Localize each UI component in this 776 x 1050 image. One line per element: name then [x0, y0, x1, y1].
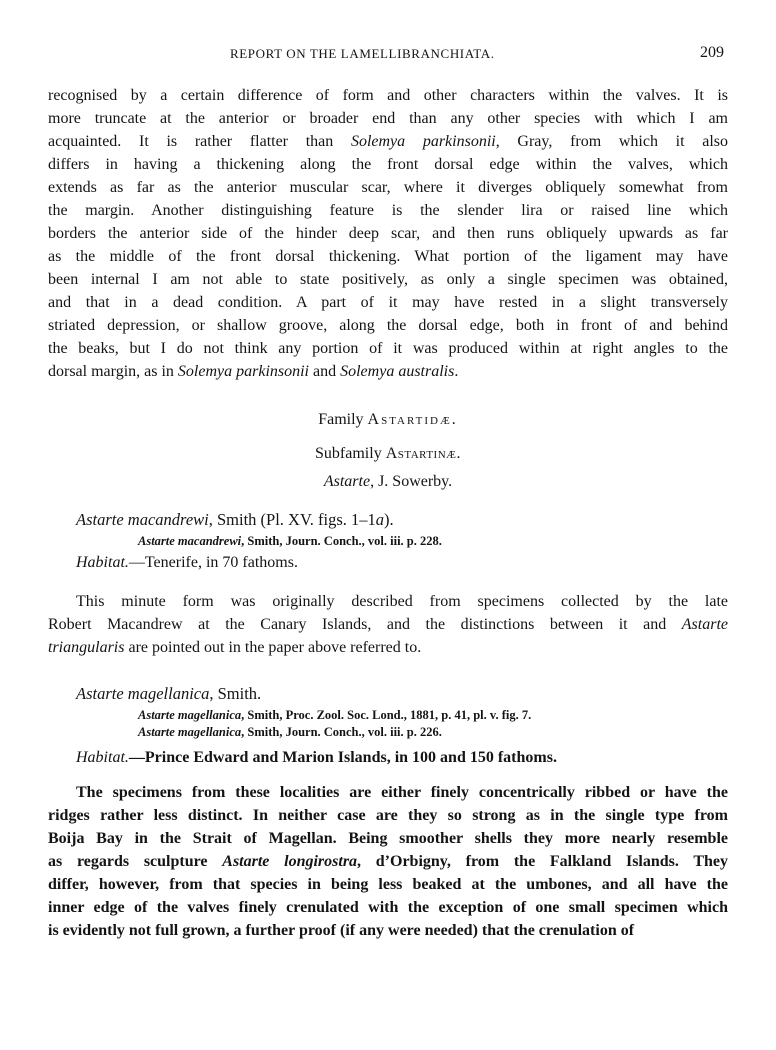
text-segment: .	[454, 363, 459, 380]
text-segment: recognised by a certain difference of form and other characters within the valves. It is	[48, 87, 728, 104]
subfamily-heading	[48, 443, 728, 465]
text-segment: The specimens from these localities are either finely concentrically ribbed or have the	[76, 784, 728, 801]
genus-name: Astarte	[323, 473, 371, 490]
reference-name: Astarte magellanica	[138, 725, 242, 739]
habitat-text: —Tenerife, in 70 fathoms.	[128, 554, 298, 571]
reference-text: , Smith, Journ. Conch., vol. iii. p. 228.	[241, 534, 442, 548]
text-line	[48, 314, 728, 337]
text-line	[48, 919, 728, 942]
species-author: , Smith.	[209, 684, 262, 703]
habitat-text: —Prince Edward and Marion Islands, in 100 and 150 fathoms.	[128, 749, 557, 766]
reference-text: , Smith, Proc. Zool. Soc. Lond., 1881, p. 41, pl. v. fig. 7.	[241, 708, 532, 722]
italic-taxon: Astarte	[681, 616, 728, 633]
text-segment: This minute form was originally described from specimens collected by the late	[76, 593, 728, 610]
italic-taxon: Solemya parkinsonii	[177, 363, 309, 380]
habitat-magellanica	[48, 747, 728, 769]
text-segment: inner edge of the valves finely crenulated with the exception of one small specimen which	[48, 899, 728, 916]
text-line	[48, 199, 728, 222]
text-line	[48, 130, 728, 153]
paragraph-macandrewi	[48, 590, 728, 659]
text-line	[48, 176, 728, 199]
text-line	[48, 827, 728, 850]
synonymy-reference	[48, 533, 728, 550]
italic-taxon: Astarte longirostra	[222, 853, 358, 870]
text-segment: the beaks, but I do not think any portion of it was produced within at right angles to the	[48, 340, 728, 357]
text-line	[48, 222, 728, 245]
habitat-macandrewi	[48, 552, 728, 574]
habitat-label: Habitat.	[76, 749, 129, 766]
paragraph-solemya-description	[48, 84, 728, 383]
text-segment: extends as far as the anterior muscular scar, where it diverges obliquely somewhat from	[48, 179, 728, 196]
italic-taxon: Solemya australis	[340, 363, 455, 380]
habitat-label: Habitat.	[76, 554, 129, 571]
species-name: Astarte magellanica	[76, 684, 210, 703]
text-line	[48, 291, 728, 314]
species-name: Astarte macandrewi	[76, 510, 209, 529]
family-prefix: Family	[318, 411, 368, 428]
text-line	[48, 360, 728, 383]
text-segment: ridges rather less distinct. In neither case are they so strong as in the single type from	[48, 807, 728, 824]
text-segment: is evidently not full grown, a further proof (if any were needed) that the crenulation of	[48, 922, 635, 939]
synonymy-reference	[48, 707, 728, 724]
text-segment: borders the anterior side of the hinder deep scar, and then runs obliquely upwards as far	[48, 225, 728, 242]
text-line	[48, 107, 728, 130]
figure-suffix: a	[375, 510, 385, 529]
italic-taxon: triangularis	[48, 639, 125, 656]
text-line	[48, 245, 728, 268]
text-line	[48, 84, 728, 107]
running-title: REPORT ON THE LAMELLIBRANCHIATA.	[230, 46, 495, 61]
text-segment: as regards sculpture	[48, 853, 223, 870]
text-line	[48, 896, 728, 919]
text-segment: more truncate at the anterior or broader end than any other species with which I am	[48, 110, 728, 127]
text-line	[48, 337, 728, 360]
page-body	[48, 84, 728, 942]
text-line	[48, 850, 728, 873]
running-head	[0, 46, 776, 66]
text-segment: differs in having a thickening along the front dorsal edge within the valves, which	[48, 156, 728, 173]
text-segment: striated depression, or shallow groove, along the dorsal edge, both in front of and behind	[48, 317, 728, 334]
text-line	[48, 804, 728, 827]
species-macandrewi-heading	[48, 509, 728, 531]
text-segment: and that in a dead condition. A part of it may have rested in a slight transversely	[48, 294, 728, 311]
species-close: ).	[384, 510, 394, 529]
family-name: Astartidæ.	[367, 411, 458, 428]
text-segment: the margin. Another distinguishing feature is the slender lira or raised line which	[48, 202, 728, 219]
genus-heading	[48, 471, 728, 493]
subfamily-prefix: Subfamily	[315, 445, 386, 462]
reference-name: Astarte macandrewi	[138, 534, 242, 548]
text-line	[48, 153, 728, 176]
text-segment: are pointed out in the paper above referred to.	[124, 639, 422, 656]
text-segment: , d’Orbigny, from the Falkland Islands. They	[357, 853, 729, 870]
text-segment: been internal I am not able to state positively, as only a single specimen was obtained,	[48, 271, 728, 288]
genus-author: , J. Sowerby.	[370, 473, 453, 490]
reference-name: Astarte magellanica	[138, 708, 242, 722]
text-segment: as the middle of the front dorsal thickening. What portion of the ligament may have	[48, 248, 728, 265]
species-magellanica-heading	[48, 683, 728, 705]
text-segment: dorsal margin, as in	[48, 363, 178, 380]
italic-taxon: Solemya parkinsonii	[350, 133, 496, 150]
text-segment: , Gray, from which it also	[495, 133, 729, 150]
paragraph-magellanica	[48, 781, 728, 942]
subfamily-name: Astartinæ.	[385, 445, 461, 462]
text-segment: acquainted. It is rather flatter than	[48, 133, 351, 150]
reference-text: , Smith, Journ. Conch., vol. iii. p. 226.	[241, 725, 442, 739]
text-segment: differ, however, from that species in being less beaked at the umbones, and all have the	[48, 876, 728, 893]
text-segment: and	[309, 363, 341, 380]
text-line	[48, 613, 728, 636]
family-heading	[48, 409, 728, 431]
synonymy-reference	[48, 724, 728, 741]
text-segment: Robert Macandrew at the Canary Islands, and the distinctions between it and	[48, 616, 682, 633]
text-line	[48, 590, 728, 613]
text-line	[48, 781, 728, 804]
text-segment: Boija Bay in the Strait of Magellan. Being smoother shells they more nearly resemble	[48, 830, 728, 847]
species-author: , Smith (Pl. XV. figs. 1–1	[208, 510, 376, 529]
text-line	[48, 268, 728, 291]
page-number: 209	[700, 44, 724, 61]
text-line	[48, 636, 728, 659]
text-line	[48, 873, 728, 896]
